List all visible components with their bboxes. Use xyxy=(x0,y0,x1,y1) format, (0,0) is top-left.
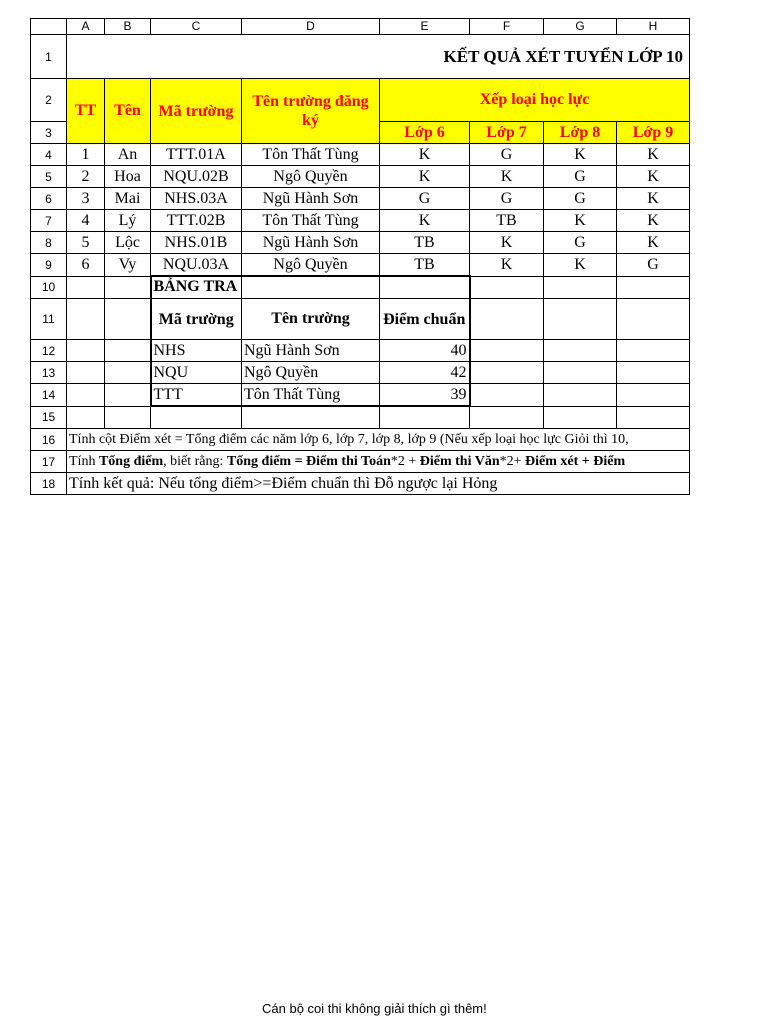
row-number[interactable]: 7 xyxy=(31,210,67,232)
column-header[interactable]: G xyxy=(544,19,617,35)
column-header[interactable]: D xyxy=(242,19,380,35)
cell-ten-truong[interactable]: Tôn Thất Tùng xyxy=(242,210,380,232)
empty-cell[interactable] xyxy=(470,384,544,407)
cell-lop-8[interactable]: G xyxy=(544,166,617,188)
lookup-ten[interactable]: Ngũ Hành Sơn xyxy=(242,340,380,362)
empty-cell[interactable] xyxy=(617,340,690,362)
spreadsheet xyxy=(30,18,690,495)
note-bold-text: Tổng điểm = Điểm thi Toán xyxy=(226,453,391,469)
lookup-ma[interactable]: NHS xyxy=(151,340,242,362)
row-number[interactable]: 11 xyxy=(31,299,67,340)
student-row xyxy=(31,166,690,188)
cell-lop-8[interactable]: K xyxy=(544,144,617,166)
student-row xyxy=(31,188,690,210)
empty-cell[interactable] xyxy=(544,384,617,407)
empty-cell[interactable] xyxy=(617,299,690,340)
lookup-ten[interactable]: Tôn Thất Tùng xyxy=(242,384,380,407)
lookup-header-ma[interactable]: Mã trường xyxy=(151,299,242,340)
lookup-diem[interactable]: 42 xyxy=(380,362,470,384)
lookup-row xyxy=(31,340,690,362)
header-lop-7[interactable]: Lớp 7 xyxy=(470,122,544,144)
empty-cell[interactable] xyxy=(151,406,242,429)
cell-ten[interactable]: Mai xyxy=(105,188,151,210)
row-number[interactable]: 5 xyxy=(31,166,67,188)
empty-cell[interactable] xyxy=(105,406,151,429)
header-ten-truong-dang-ky[interactable]: Tên trường đăng ký xyxy=(242,79,380,144)
empty-cell[interactable] xyxy=(67,276,105,299)
empty-cell[interactable] xyxy=(544,340,617,362)
cell-ten[interactable]: Hoa xyxy=(105,166,151,188)
note-text: Tính xyxy=(69,453,99,469)
sheet-row xyxy=(31,299,690,340)
row-number[interactable]: 15 xyxy=(31,406,67,429)
header-lop-9[interactable]: Lớp 9 xyxy=(617,122,690,144)
cell-lop-6[interactable]: G xyxy=(380,188,470,210)
empty-cell[interactable] xyxy=(544,362,617,384)
cell-lop-9[interactable]: G xyxy=(617,254,690,277)
column-header[interactable]: H xyxy=(617,19,690,35)
cell-lop-8[interactable]: G xyxy=(544,232,617,254)
cell-tt[interactable]: 3 xyxy=(67,188,105,210)
empty-cell[interactable] xyxy=(67,340,105,362)
cell-ten-truong[interactable]: Ngô Quyền xyxy=(242,254,380,277)
lookup-diem[interactable]: 40 xyxy=(380,340,470,362)
column-header-row xyxy=(31,19,690,35)
row-number[interactable]: 14 xyxy=(31,384,67,407)
cell-lop-6[interactable]: TB xyxy=(380,254,470,277)
cell-lop-8[interactable]: G xyxy=(544,188,617,210)
cell-ma-truong[interactable]: NQU.02B xyxy=(151,166,242,188)
sheet-row xyxy=(31,35,690,79)
empty-cell[interactable] xyxy=(617,384,690,407)
row-number[interactable]: 10 xyxy=(31,276,67,299)
column-header[interactable]: B xyxy=(105,19,151,35)
cell-lop-6[interactable]: K xyxy=(380,166,470,188)
spreadsheet-grid xyxy=(30,18,690,495)
cell-lop-8[interactable]: K xyxy=(544,254,617,277)
cell-lop-7[interactable]: TB xyxy=(470,210,544,232)
empty-cell[interactable] xyxy=(544,276,617,299)
empty-cell[interactable] xyxy=(617,362,690,384)
cell-ten-truong[interactable]: Ngô Quyền xyxy=(242,166,380,188)
cell-lop-7[interactable]: G xyxy=(470,144,544,166)
cell-ma-truong[interactable]: TTT.02B xyxy=(151,210,242,232)
empty-cell[interactable] xyxy=(67,384,105,407)
lookup-diem[interactable]: 39 xyxy=(380,384,470,407)
cell-lop-9[interactable]: K xyxy=(617,210,690,232)
cell-ten[interactable]: Lộc xyxy=(105,232,151,254)
cell-lop-9[interactable]: K xyxy=(617,188,690,210)
empty-cell[interactable] xyxy=(470,299,544,340)
row-number[interactable]: 18 xyxy=(31,473,67,495)
empty-cell[interactable] xyxy=(67,362,105,384)
empty-cell[interactable] xyxy=(470,276,544,299)
empty-cell[interactable] xyxy=(67,299,105,340)
note-text: *2+ xyxy=(499,453,526,469)
column-header[interactable]: C xyxy=(151,19,242,35)
row-number[interactable]: 6 xyxy=(31,188,67,210)
empty-cell[interactable] xyxy=(105,340,151,362)
lookup-ten[interactable]: Ngô Quyền xyxy=(242,362,380,384)
note-diem-xet[interactable]: Tính cột Điểm xét = Tổng điểm các năm lớp 6, lớp 7, lớp 8, lớp 9 (Nếu xếp loại học lực Giỏi thì 10, xyxy=(67,429,690,451)
lookup-title: BẢNG TRA xyxy=(153,278,238,295)
student-row xyxy=(31,254,690,277)
cell-ten-truong[interactable]: Tôn Thất Tùng xyxy=(242,144,380,166)
cell-ma-truong[interactable]: TTT.01A xyxy=(151,144,242,166)
cell-ten[interactable]: Lý xyxy=(105,210,151,232)
cell-ten-truong[interactable]: Ngũ Hành Sơn xyxy=(242,232,380,254)
cell-lop-9[interactable]: K xyxy=(617,232,690,254)
column-header[interactable]: A xyxy=(67,19,105,35)
row-number[interactable]: 4 xyxy=(31,144,67,166)
empty-cell[interactable] xyxy=(470,362,544,384)
empty-cell[interactable] xyxy=(470,406,544,429)
header-ma-truong[interactable]: Mã trường xyxy=(151,79,242,144)
header-xep-loai[interactable]: Xếp loại học lực xyxy=(380,79,690,122)
empty-cell[interactable] xyxy=(105,384,151,407)
lookup-header-ten[interactable]: Tên trường xyxy=(242,299,380,340)
empty-cell[interactable] xyxy=(242,406,380,429)
cell-lop-7[interactable]: K xyxy=(470,166,544,188)
footer-note: Cán bộ coi thi không giải thích gì thêm! xyxy=(262,1001,487,1016)
cell-ma-truong[interactable]: NHS.01B xyxy=(151,232,242,254)
row-number[interactable]: 9 xyxy=(31,254,67,277)
cell-ten[interactable]: An xyxy=(105,144,151,166)
empty-cell[interactable] xyxy=(105,276,151,299)
column-header[interactable]: E xyxy=(380,19,470,35)
student-row xyxy=(31,144,690,166)
lookup-ma[interactable]: TTT xyxy=(151,384,242,407)
note-ket-qua[interactable]: Tính kết quả: Nếu tổng điểm>=Điểm chuẩn thì Đỗ ngược lại Hỏng xyxy=(67,473,690,495)
header-lop-6[interactable]: Lớp 6 xyxy=(380,122,470,144)
cell-tt[interactable]: 1 xyxy=(67,144,105,166)
cell-tt[interactable]: 4 xyxy=(67,210,105,232)
header-lop-8[interactable]: Lớp 8 xyxy=(544,122,617,144)
empty-cell[interactable] xyxy=(617,276,690,299)
sheet-row xyxy=(31,406,690,429)
sheet-row xyxy=(31,451,690,473)
empty-cell[interactable] xyxy=(380,406,470,429)
cell-lop-6[interactable]: K xyxy=(380,144,470,166)
sheet-row xyxy=(31,79,690,122)
student-row xyxy=(31,210,690,232)
note-text: *2 + xyxy=(390,453,420,469)
empty-cell[interactable] xyxy=(470,340,544,362)
header-tt[interactable]: TT xyxy=(67,79,105,144)
cell-lop-6[interactable]: TB xyxy=(380,232,470,254)
cell-tt[interactable]: 5 xyxy=(67,232,105,254)
empty-cell[interactable] xyxy=(242,276,380,299)
empty-cell[interactable] xyxy=(544,406,617,429)
student-row xyxy=(31,232,690,254)
empty-cell[interactable] xyxy=(544,299,617,340)
sheet-row xyxy=(31,429,690,451)
row-number[interactable]: 16 xyxy=(31,429,67,451)
empty-cell[interactable] xyxy=(380,276,470,299)
empty-cell[interactable] xyxy=(105,362,151,384)
cell-ten-truong[interactable]: Ngũ Hành Sơn xyxy=(242,188,380,210)
cell-lop-9[interactable]: K xyxy=(617,144,690,166)
row-number[interactable]: 12 xyxy=(31,340,67,362)
lookup-title-cell[interactable] xyxy=(151,276,242,299)
empty-cell[interactable] xyxy=(617,406,690,429)
note-text: , biết rằng: xyxy=(163,453,227,469)
cell-lop-8[interactable]: K xyxy=(544,210,617,232)
empty-cell[interactable] xyxy=(67,406,105,429)
note-bold-text: Tổng điểm xyxy=(98,453,164,469)
row-number[interactable]: 13 xyxy=(31,362,67,384)
row-number[interactable]: 17 xyxy=(31,451,67,473)
lookup-row xyxy=(31,362,690,384)
note-bold-text: Điểm xét + Điểm xyxy=(525,453,626,469)
cell-lop-6[interactable]: K xyxy=(380,210,470,232)
row-number[interactable]: 8 xyxy=(31,232,67,254)
cell-lop-7[interactable]: K xyxy=(470,254,544,277)
sheet-row xyxy=(31,276,690,299)
cell-lop-9[interactable]: K xyxy=(617,166,690,188)
cell-tt[interactable]: 2 xyxy=(67,166,105,188)
lookup-row xyxy=(31,384,690,407)
cell-ma-truong[interactable]: NQU.03A xyxy=(151,254,242,277)
header-ten[interactable]: Tên xyxy=(105,79,151,144)
sheet-title[interactable]: KẾT QUẢ XÉT TUYỂN LỚP 10 xyxy=(67,35,690,79)
cell-lop-7[interactable]: G xyxy=(470,188,544,210)
empty-cell[interactable] xyxy=(105,299,151,340)
lookup-ma[interactable]: NQU xyxy=(151,362,242,384)
cell-tt[interactable]: 6 xyxy=(67,254,105,277)
row-number[interactable]: 3 xyxy=(31,122,67,144)
column-header[interactable]: F xyxy=(470,19,544,35)
corner-cell[interactable] xyxy=(31,19,67,35)
row-number[interactable]: 2 xyxy=(31,79,67,122)
note-tong-diem[interactable] xyxy=(67,451,690,473)
cell-ten[interactable]: Vy xyxy=(105,254,151,277)
lookup-header-diem[interactable]: Điểm chuẩn xyxy=(380,299,470,340)
sheet-row xyxy=(31,473,690,495)
cell-ma-truong[interactable]: NHS.03A xyxy=(151,188,242,210)
row-number[interactable]: 1 xyxy=(31,35,67,79)
cell-lop-7[interactable]: K xyxy=(470,232,544,254)
note-bold-text: Điểm thi Văn xyxy=(419,453,500,469)
